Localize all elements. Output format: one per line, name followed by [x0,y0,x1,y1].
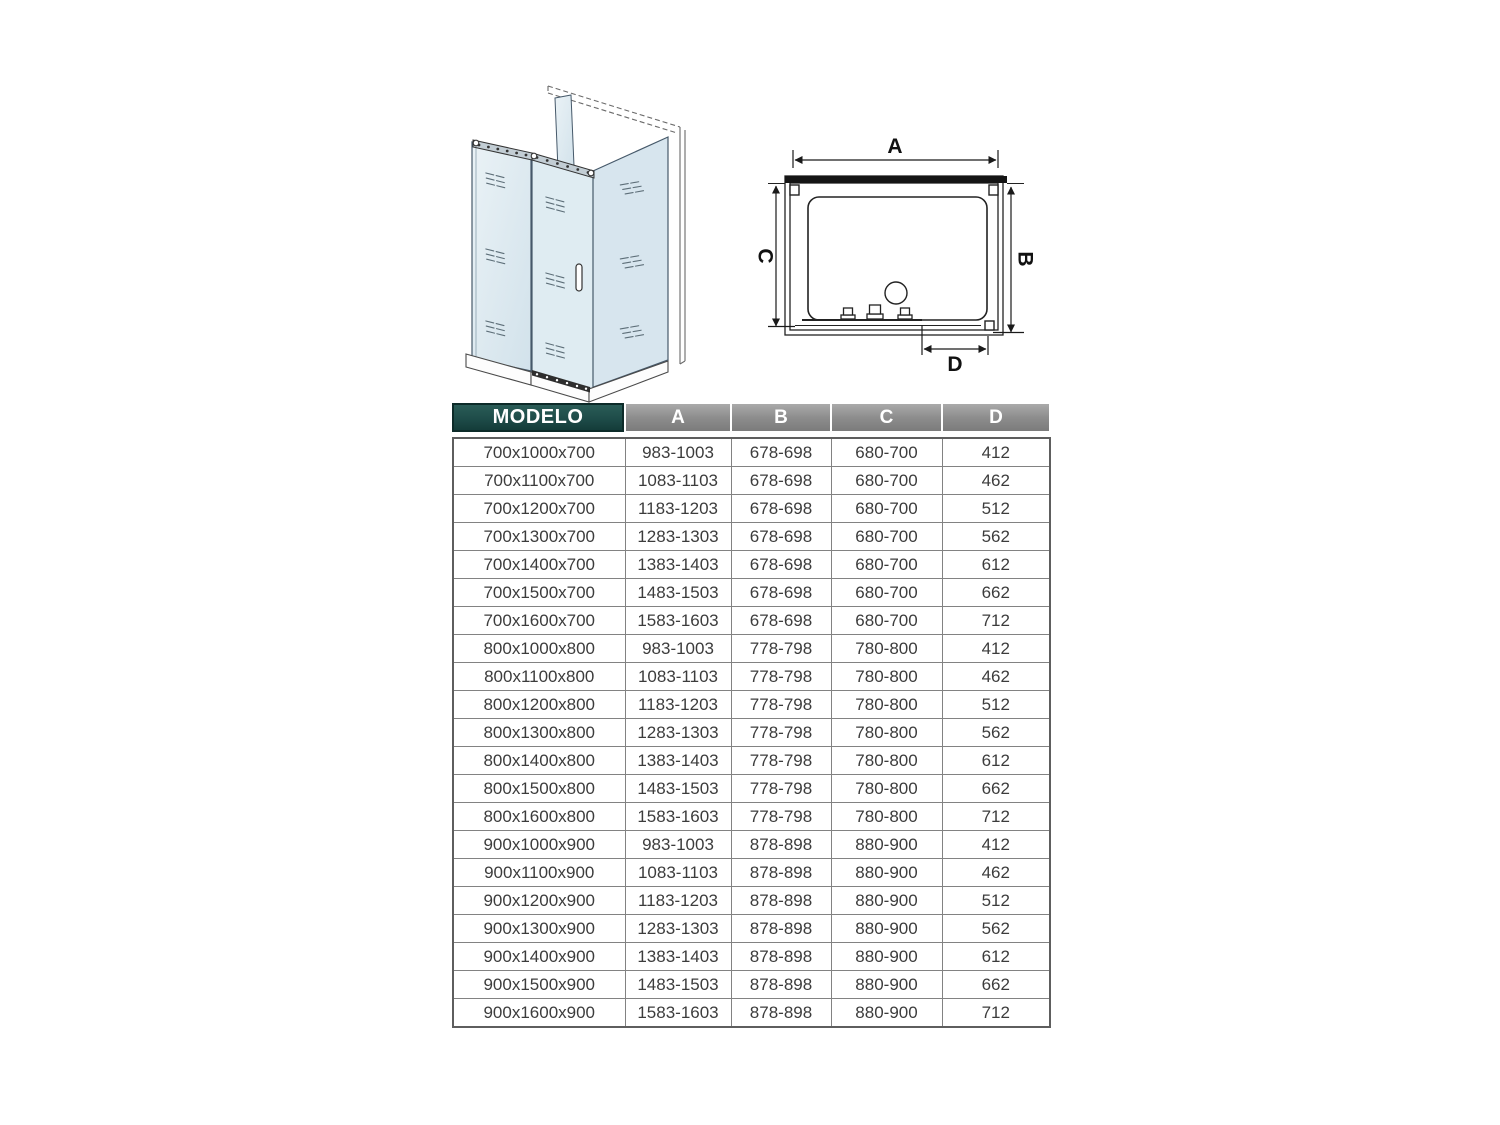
size-row [453,663,1050,691]
dimension-cell: 680-700 [831,607,942,635]
dimension-cell: 1283-1303 [625,523,731,551]
dimension-cell: 880-900 [831,859,942,887]
size-row [453,607,1050,635]
size-table-grid [452,437,1051,1028]
model-cell: 800x1500x800 [453,775,625,803]
wall-right-edge [680,127,685,364]
size-row [453,915,1050,943]
model-cell: 700x1500x700 [453,579,625,607]
drain-icon [885,282,907,304]
dimension-cell: 612 [942,551,1050,579]
dimension-c-label: C [753,248,777,264]
dimension-cell: 1383-1403 [625,943,731,971]
dimension-cell: 712 [942,803,1050,831]
size-row [453,999,1050,1028]
header-b: B [732,404,830,431]
model-cell: 800x1600x800 [453,803,625,831]
dimension-cell: 1583-1603 [625,999,731,1028]
dimension-cell: 1283-1303 [625,719,731,747]
dimension-cell: 1083-1103 [625,467,731,495]
dimension-cell: 1183-1203 [625,887,731,915]
dimension-cell: 678-698 [731,523,831,551]
size-table-body [453,438,1050,1027]
dimension-cell: 678-698 [731,467,831,495]
size-row [453,579,1050,607]
dimension-cell: 562 [942,523,1050,551]
dimension-cell: 678-698 [731,551,831,579]
dimension-cell: 662 [942,775,1050,803]
size-row [453,467,1050,495]
dimension-cell: 1283-1303 [625,915,731,943]
sliding-door-panel [532,156,593,389]
shower-enclosure-top-view-diagram [745,126,1067,400]
dimension-cell: 462 [942,467,1050,495]
header-d: D [943,404,1049,431]
dimension-cell: 778-798 [731,635,831,663]
size-row [453,495,1050,523]
dimension-cell: 562 [942,719,1050,747]
dimension-cell: 562 [942,915,1050,943]
dimension-cell: 878-898 [731,971,831,999]
dimension-cell: 780-800 [831,747,942,775]
dimension-cell: 678-698 [731,607,831,635]
dimension-cell: 512 [942,495,1050,523]
model-cell: 900x1400x900 [453,943,625,971]
dimension-cell: 778-798 [731,663,831,691]
header-modelo: MODELO [452,403,624,432]
size-row [453,887,1050,915]
dimension-cell: 878-898 [731,999,831,1028]
model-cell: 800x1100x800 [453,663,625,691]
dimension-cell: 612 [942,747,1050,775]
dimension-cell: 1483-1503 [625,775,731,803]
model-cell: 700x1200x700 [453,495,625,523]
top-rail-bar [785,176,1007,183]
dimension-cell: 1583-1603 [625,803,731,831]
model-cell: 900x1500x900 [453,971,625,999]
dimension-cell: 780-800 [831,775,942,803]
dimension-cell: 778-798 [731,747,831,775]
dimension-cell: 778-798 [731,803,831,831]
size-row [453,747,1050,775]
dimension-cell: 780-800 [831,719,942,747]
model-cell: 900x1200x900 [453,887,625,915]
header-a: A [626,404,730,431]
model-cell: 700x1300x700 [453,523,625,551]
dimension-cell: 1383-1403 [625,747,731,775]
size-row [453,831,1050,859]
dimension-cell: 878-898 [731,943,831,971]
door-handle [576,264,582,291]
size-row [453,691,1050,719]
dimension-cell: 1183-1203 [625,495,731,523]
dimension-cell: 712 [942,999,1050,1028]
size-row [453,523,1050,551]
dimension-cell: 1183-1203 [625,691,731,719]
dimension-cell: 878-898 [731,887,831,915]
dimension-cell: 778-798 [731,775,831,803]
dimension-cell: 780-800 [831,803,942,831]
model-cell: 900x1300x900 [453,915,625,943]
header-c: C [832,404,941,431]
dimension-cell: 1483-1503 [625,971,731,999]
dimension-cell: 983-1003 [625,831,731,859]
dimension-cell: 678-698 [731,579,831,607]
dimension-cell: 412 [942,635,1050,663]
model-cell: 800x1300x800 [453,719,625,747]
dimension-cell: 778-798 [731,691,831,719]
door-line [795,320,981,326]
size-table-header [452,403,1049,432]
dimension-cell: 878-898 [731,831,831,859]
dimension-cell: 880-900 [831,999,942,1028]
dimension-cell: 612 [942,943,1050,971]
model-cell: 700x1400x700 [453,551,625,579]
size-row [453,859,1050,887]
model-cell: 700x1100x700 [453,467,625,495]
dimension-cell: 412 [942,831,1050,859]
dimension-cell: 880-900 [831,915,942,943]
dimension-cell: 878-898 [731,859,831,887]
dimension-cell: 680-700 [831,551,942,579]
dimension-cell: 712 [942,607,1050,635]
size-row [453,775,1050,803]
dimension-cell: 780-800 [831,663,942,691]
dimension-cell: 1083-1103 [625,859,731,887]
dimension-cell: 880-900 [831,831,942,859]
dimension-cell: 412 [942,438,1050,467]
size-row [453,971,1050,999]
dimension-cell: 680-700 [831,438,942,467]
dimension-cell: 512 [942,887,1050,915]
dimension-cell: 678-698 [731,495,831,523]
dimension-cell: 983-1003 [625,635,731,663]
model-cell: 800x1200x800 [453,691,625,719]
model-cell: 900x1600x900 [453,999,625,1028]
dimension-cell: 462 [942,663,1050,691]
model-cell: 900x1000x900 [453,831,625,859]
model-cell: 700x1000x700 [453,438,625,467]
size-row [453,943,1050,971]
dimension-cell: 778-798 [731,719,831,747]
shower-enclosure-isometric-drawing [430,56,752,406]
size-table [452,403,1049,1028]
dimension-d-label: D [947,353,963,376]
size-row [453,438,1050,467]
dimension-cell: 880-900 [831,887,942,915]
dimension-cell: 880-900 [831,943,942,971]
size-row [453,635,1050,663]
dimension-cell: 662 [942,971,1050,999]
dimension-cell: 662 [942,579,1050,607]
dimension-cell: 1083-1103 [625,663,731,691]
dimension-cell: 680-700 [831,579,942,607]
model-cell: 900x1100x900 [453,859,625,887]
dimension-cell: 680-700 [831,495,942,523]
back-glass-panel [555,95,574,170]
dimension-cell: 780-800 [831,691,942,719]
dimension-cell: 512 [942,691,1050,719]
size-row [453,551,1050,579]
size-row [453,719,1050,747]
dimension-cell: 1383-1403 [625,551,731,579]
model-cell: 800x1000x800 [453,635,625,663]
dimension-cell: 680-700 [831,467,942,495]
dimension-cell: 880-900 [831,971,942,999]
dimension-cell: 680-700 [831,523,942,551]
dimension-cell: 462 [942,859,1050,887]
dimension-cell: 678-698 [731,438,831,467]
dimension-cell: 1483-1503 [625,579,731,607]
dimension-cell: 1583-1603 [625,607,731,635]
size-row [453,803,1050,831]
dimension-b-label: B [1013,251,1037,267]
dimension-cell: 983-1003 [625,438,731,467]
model-cell: 800x1400x800 [453,747,625,775]
dimension-a-label: A [887,135,903,158]
dimension-cell: 878-898 [731,915,831,943]
dimension-cell: 780-800 [831,635,942,663]
model-cell: 700x1600x700 [453,607,625,635]
